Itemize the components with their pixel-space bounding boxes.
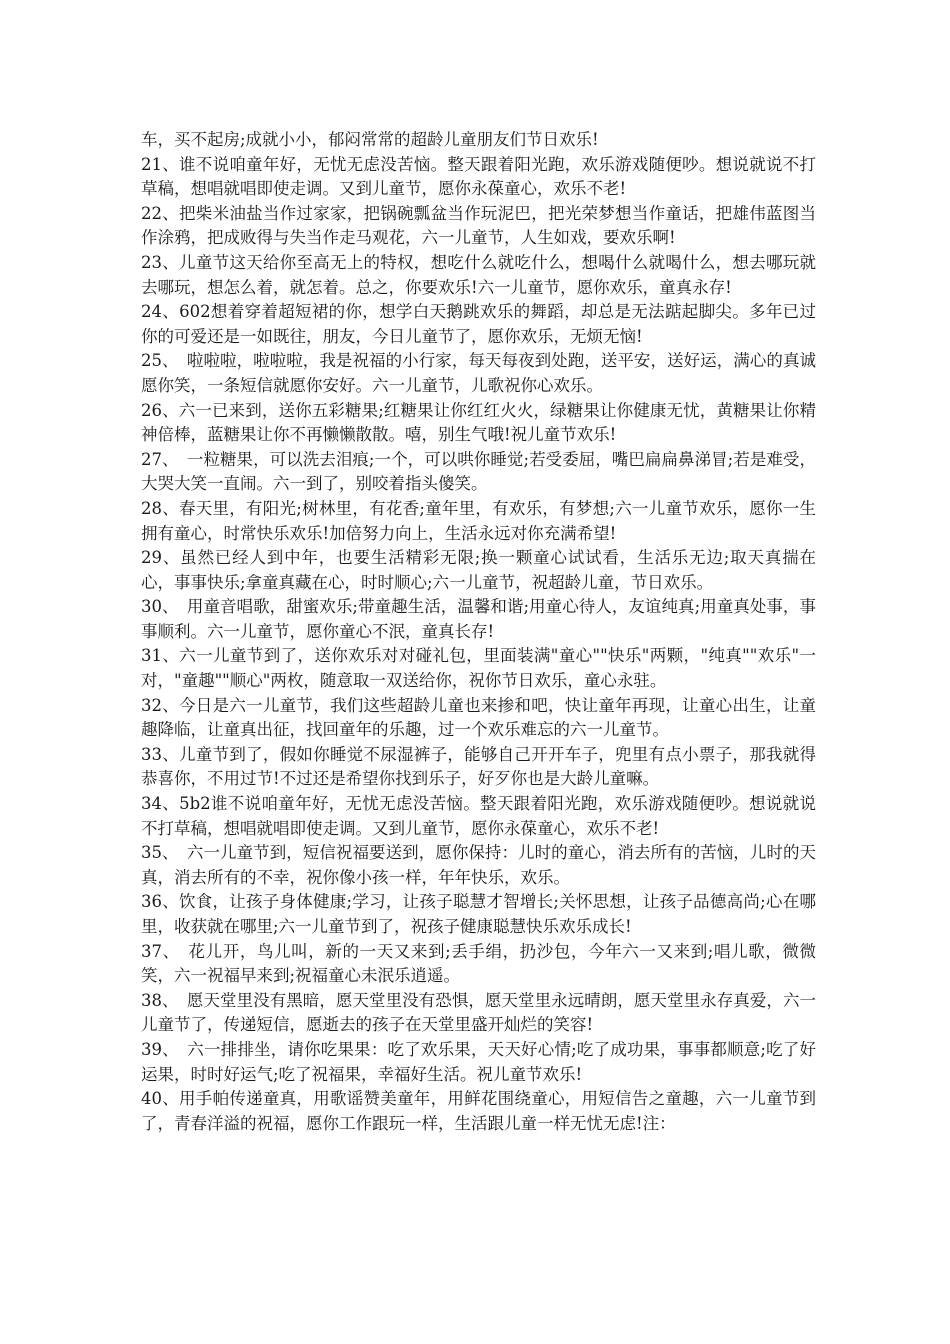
paragraph: 33、儿童节到了，假如你睡觉不尿湿裤子，能够自己开开车子，兜里有点小票子，那我就得恭喜你，不用过节!不过还是希望你找到乐子，好歹你也是大龄儿童嘛。 — [141, 744, 816, 789]
paragraph: 26、六一已来到，送你五彩糖果;红糖果让你红红火火，绿糖果让你健康无忧，黄糖果让你精神倍棒，蓝糖果让你不再懒懒散散。嘻，别生气哦!祝儿童节欢乐! — [141, 400, 816, 445]
paragraph: 22、把柴米油盐当作过家家，把锅碗瓢盆当作玩泥巴，把光荣梦想当作童话，把雄伟蓝图当作涂鸦，把成败得与失当作走马观花，六一儿童节，人生如戏，要欢乐啊! — [141, 203, 816, 248]
paragraph: 34、5b2谁不说咱童年好，无忧无虑没苦恼。整天跟着阳光跑，欢乐游戏随便吵。想说就说不打草稿，想唱就唱即使走调。又到儿童节，愿你永葆童心，欢乐不老! — [141, 794, 816, 838]
paragraph: 24、602想着穿着超短裙的你，想学白天鹅跳欢乐的舞蹈，却总是无法踮起脚尖。多年已过你的可爱还是一如既往，朋友，今日儿童节了，愿你欢乐，无烦无恼! — [141, 302, 816, 346]
paragraph: 27、 一粒糖果，可以洗去泪痕;一个，可以哄你睡觉;若受委屈，嘴巴扁扁鼻涕冒;若是难受，大哭大笑一直闹。六一到了，别咬着指头傻笑。 — [141, 449, 816, 494]
paragraph: 31、六一儿童节到了，送你欢乐对对碰礼包，里面装满"童心""快乐"两颗，"纯真""欢乐"一对，"童趣""顺心"两枚，随意取一双送给你，祝你节日欢乐，童心永驻。 — [141, 646, 816, 691]
paragraph: 40、用手帕传递童真，用歌谣赞美童年，用鲜花围绕童心，用短信告之童趣，六一儿童节到了，青春洋溢的祝福，愿你工作跟玩一样，生活跟儿童一样无忧无虑!注： — [141, 1089, 816, 1133]
paragraph: 23、儿童节这天给你至高无上的特权，想吃什么就吃什么，想喝什么就喝什么，想去哪玩就去哪玩，想怎么着，就怎着。总之，你要欢乐!六一儿童节，愿你欢乐，童真永存! — [141, 252, 816, 297]
paragraph: 35、 六一儿童节到，短信祝福要送到，愿你保持：儿时的童心，消去所有的苦恼，儿时的天真，消去所有的不幸，祝你像小孩一样，年年快乐，欢乐。 — [141, 843, 816, 887]
paragraph: 32、今日是六一儿童节，我们这些超龄儿童也来掺和吧，快让童年再现，让童心出生，让童趣降临，让童真出征，找回童年的乐趣，过一个欢乐难忘的六一儿童节。 — [141, 695, 816, 740]
paragraph: 30、 用童音唱歌，甜蜜欢乐;带童趣生活，温馨和谐;用童心待人，友谊纯真;用童真处事，事事顺利。六一儿童节，愿你童心不泯，童真长存! — [141, 597, 816, 641]
paragraph: 36、饮食，让孩子身体健康;学习，让孩子聪慧才智增长;关怀思想，让孩子品德高尚;心在哪里，收获就在哪里;六一儿童节到了，祝孩子健康聪慧快乐欢乐成长! — [141, 892, 816, 936]
paragraph: 38、 愿天堂里没有黑暗，愿天堂里没有恐惧，愿天堂里永远晴朗，愿天堂里永存真爱，六一儿童节了，传递短信，愿逝去的孩子在天堂里盛开灿烂的笑容! — [141, 990, 816, 1035]
document-body — [141, 128, 816, 1136]
paragraph: 车，买不起房;成就小小，郁闷常常的超龄儿童朋友们节日欢乐! — [141, 130, 599, 149]
paragraph: 37、 花儿开，鸟儿叫，新的一天又来到;丢手绢，扔沙包，今年六一又来到;唱儿歌，微微笑，六一祝福早来到;祝福童心未泯乐逍遥。 — [141, 941, 816, 986]
paragraph: 28、春天里，有阳光;树林里，有花香;童年里，有欢乐，有梦想;六一儿童节欢乐，愿你一生拥有童心，时常快乐欢乐!加倍努力向上，生活永远对你充满希望! — [141, 498, 816, 543]
paragraph: 25、 啦啦啦，啦啦啦，我是祝福的小行家，每天每夜到处跑，送平安，送好运，满心的真诚愿你笑，一条短信就愿你安好。六一儿童节，儿歌祝你心欢乐。 — [141, 351, 816, 395]
paragraph: 29、虽然已经人到中年，也要生活精彩无限;换一颗童心试试看，生活乐无边;取天真揣在心，事事快乐;拿童真藏在心，时时顺心;六一儿童节，祝超龄儿童，节日欢乐。 — [141, 548, 816, 592]
paragraph: 21、谁不说咱童年好，无忧无虑没苦恼。整天跟着阳光跑，欢乐游戏随便吵。想说就说不打草稿，想唱就唱即使走调。又到儿童节，愿你永葆童心，欢乐不老! — [141, 154, 816, 199]
paragraph: 39、 六一排排坐，请你吃果果：吃了欢乐果，天天好心情;吃了成功果，事事都顺意;吃了好运果，时时好运气;吃了祝福果，幸福好生活。祝儿童节欢乐! — [141, 1039, 816, 1084]
